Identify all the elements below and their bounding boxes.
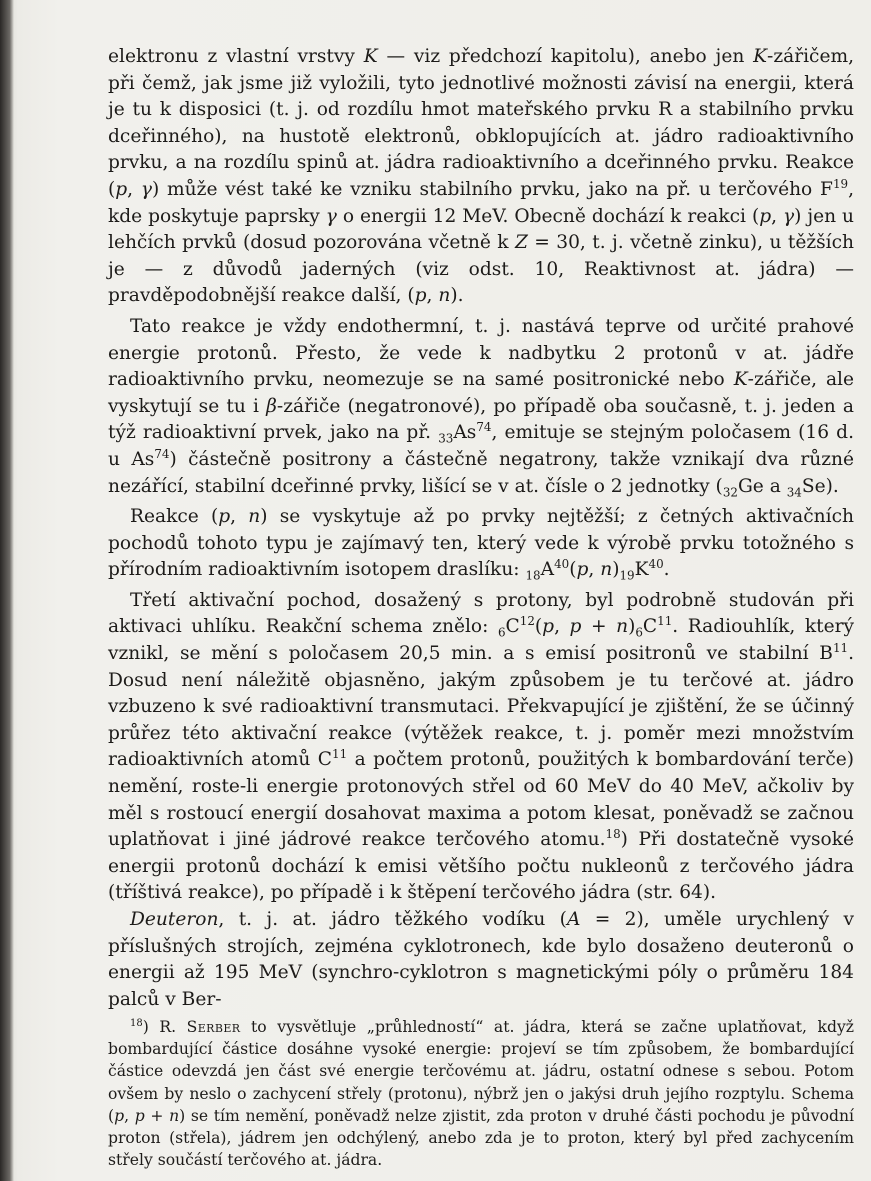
paragraph-deuteron: Deuteron, t. j. at. jádro těžkého vodíku (A = 2), uměle urychlený v příslušných strojích, zejména cyklotronech, kde bylo dosaženo deuteronů o energii až 195 MeV (synchro-cyklotron s magnetickými póly o průměru 184 palců v Ber- [108,909,854,1010]
paragraph-continuation: elektronu z vlastní vrstvy K — viz předchozí kapitolu), anebo jen K-zářičem, při čemž, jak jsme již vyložili, tyto jednotlivé možnosti závisí na energii, která je tu k disposici (t. j. od rozdílu hmot mateřského prvku R a stabilního prvku dceřinného), na hustotě elektronů, obklopujících at. jádro radioaktivního prvku, a na rozdílu spinů at. jádra radioaktivního a dceřinného prvku. Reakce (p, γ) může vést také ke vzniku stabilního prvku, jako na př. u terčového $F^{19}$, kde poskytuje paprsky γ o energii 12 MeV. Obecně dochází k reakci (p, γ) jen u lehčích prvků (dosud pozorována včetně k Z = 30, t. j. včetně zinku), u těžších je — z důvodů jaderných (viz odst. 10, Reaktivnost at. jádra) — pravděpodobnější reakce další, (p, n). [108,46,855,307]
paragraph-p-n-reaction: Reakce (p, n) se vyskytuje až po prvky nejtěžší; z četných aktivačních pochodů tohoto typu je zajímavý ten, který vede k výrobě prvku totožného s přírodním radioaktivním isotopem draslíku: $_{18}A^{40}(p$, $n)_{19}K^{40}$. [108,506,854,583]
main-text [108,44,854,1013]
footnotes [108,1016,854,1171]
footnote-18: $^{18}$) R. Serber to vysvětluje „průhledností“ at. jádra, která se začne uplatňovat, když bombardující částice dosáhne vysoké energie: projeví se tím způsobem, že bombardující částice odevzdá jen část své energie terčovému at. jádru, ostatní odnese s sebou. Potom ovšem by neslo o zachycení střely (protonu), nýbrž jen o jakýsi druh jejího rozptylu. Schema (p, p + n) se tím nemění, poněvadž nelze zjistit, zda proton v druhé části pochodu je původní proton (střela), jádrem jen odchýlený, anebo zda je to proton, který byl před zachycením střely součástí terčového at. jádra. [108,1017,854,1170]
paragraph-endothermic-reaction: Tato reakce je vždy endothermní, t. j. nastává teprve od určité prahové energie protonů. Přesto, že vede k nadbytku 2 protonů v at. jádře radioaktivního prvku, neomezuje se na samé positronické nebo K-zářiče, ale vyskytují se tu i β-zářiče (negatronové), po případě oba současně, t. j. jeden a týž radioaktivní prvek, jako na př. $_{33}As^{74}$, emituje se stejným poločasem (16 d. u As$^{74}$) částečně positrony a částečně negatrony, takže vznikají dva různé nezářící, stabilní dceřinné prvky, lišící se v at. čísle o 2 jednotky ($_{32}Ge$ a $_{34}$Se). [108,315,855,500]
book-spine-shadow [0,0,14,1181]
paragraph-carbon-activation: Třetí aktivační pochod, dosažený s protony, byl podrobně studován při aktivaci uhlíku. Reakční schema znělo: $_6C^{12}(p$, $p + n)_6C^{11}$. Radiouhlík, který vznikl, se mění s poločasem 20,5 min. a s emisí positronů ve stabilní $B^{11}$. Dosud není náležitě objasněno, jakým způsobem je tu terčové at. jádro vzbuzeno k své radioaktivní transmutaci. Překvapující je zjištění, že se účinný průřez této aktivační reakce (výtěžek reakce, t. j. poměr mezi množstvím radioaktivních atomů $C^{11}$ a počtem protonů, použitých k bombardování terče) nemění, roste-li energie protonových střel od 60 MeV do 40 MeV, ačkoliv by měl s rostoucí energií dosahovat maxima a potom klesat, poněvadž se začnou uplatňovat i jiné jádrové reakce terčového atomu.$^{18}$) Při dostatečně vysoké energii protonů dochází k emisi většího počtu nukleonů z terčového jádra (tříštivá reakce), po případě i k štěpení terčového jádra (str. 64). [108,589,855,904]
